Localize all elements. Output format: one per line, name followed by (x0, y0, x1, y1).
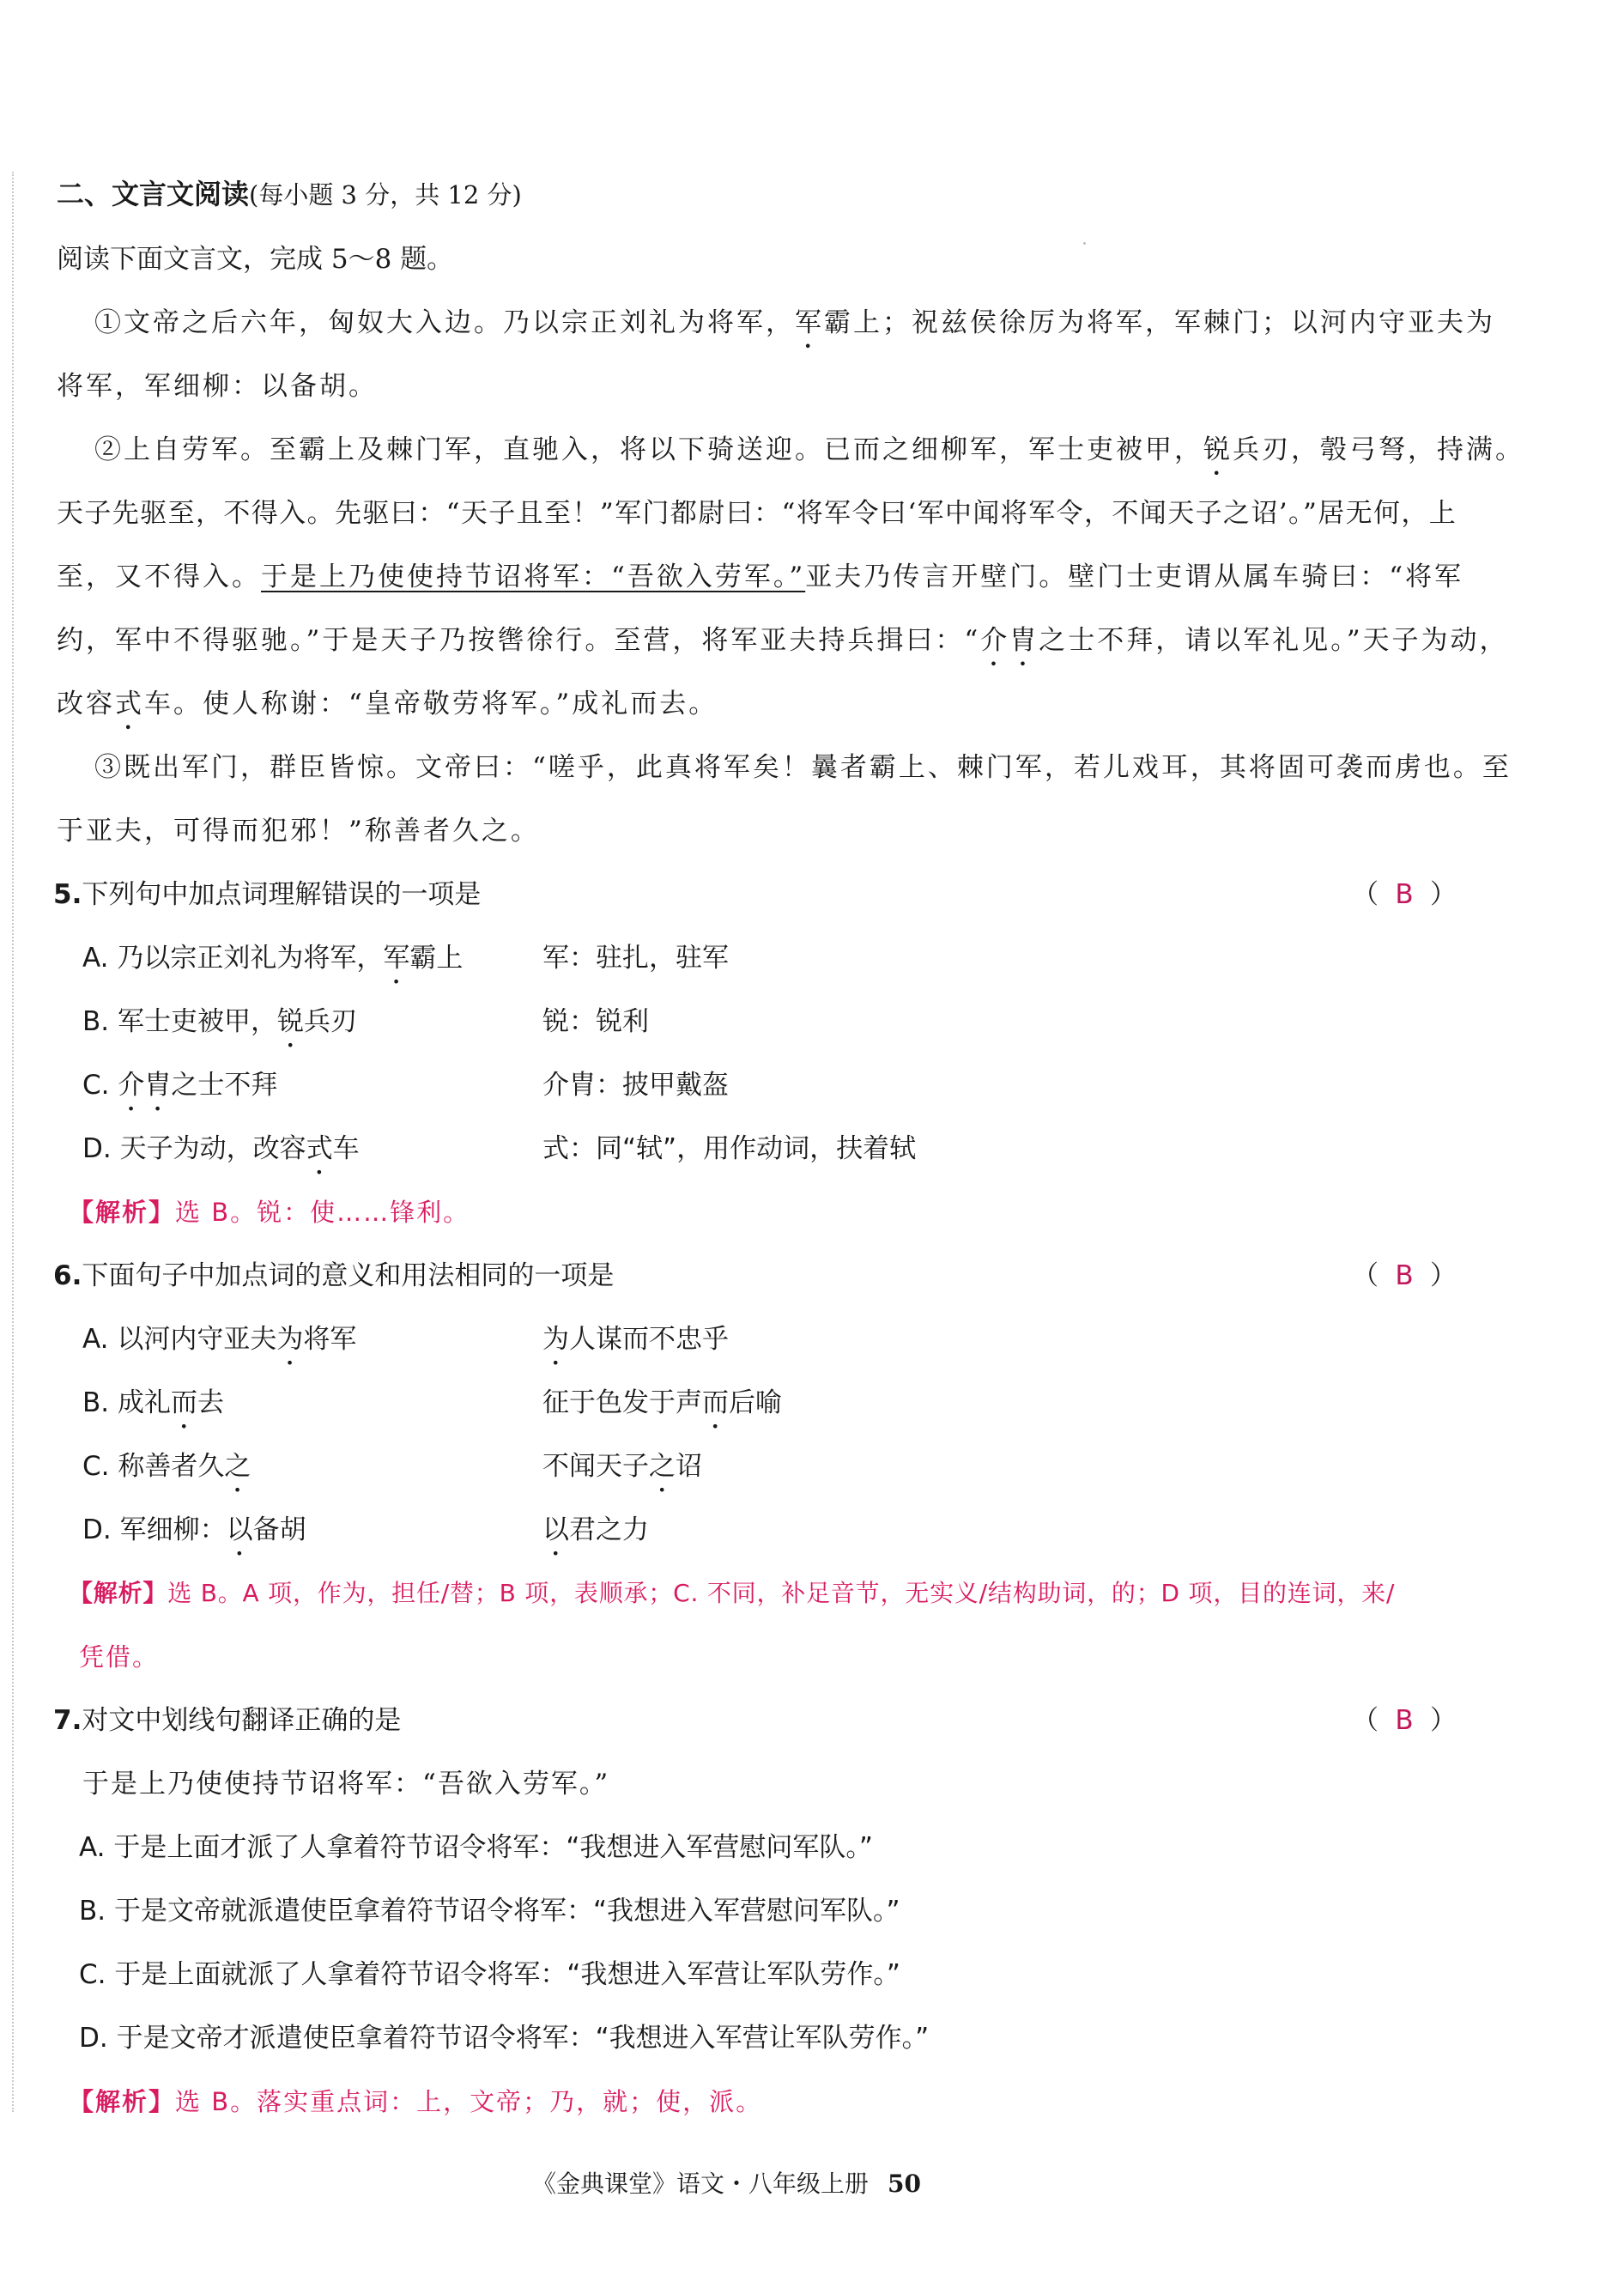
analysis-tag: 【解析】 (69, 2087, 176, 2116)
q7-option-b: B. 于是文帝就派遣使臣拿着符节诏令将军：“我想进入军营慰问军队。” (79, 1896, 900, 1927)
question-number: 6. (53, 1260, 82, 1291)
answer-letter: B (1395, 1705, 1414, 1736)
text-span: 霸上 (409, 943, 464, 974)
text-span: 后喻 (729, 1387, 782, 1418)
question-text: 下面句子中加点词的意义和用法相同的一项是 (82, 1260, 615, 1291)
dotted-word: 锐 (1203, 434, 1233, 465)
passage-p2-line1 (94, 433, 1524, 482)
text-span: 至，又不得入。 (57, 561, 261, 592)
dotted-word: 介胄 (980, 625, 1039, 656)
question-5-answer-slot (1352, 877, 1457, 912)
q5-option-c (82, 1068, 277, 1117)
q5-analysis (69, 1195, 470, 1229)
section-heading (57, 177, 522, 212)
dotted-word: 而 (170, 1387, 197, 1418)
dotted-word: 军 (795, 307, 824, 338)
passage-p2-line2: 天子先驱至，不得入。先驱曰：“天子且至！”军门都尉曰：“将军令曰‘军中闻将军令，不闻天子之诏’。”居无何，上 (57, 498, 1457, 529)
page-footer (532, 2167, 921, 2201)
text-span: 亚夫乃传言开壁门。壁门士吏谓从属车骑曰：“将军 (805, 561, 1464, 592)
q6-analysis-line1 (69, 1576, 1395, 1611)
text-span: 将军 (303, 1324, 357, 1355)
q6-option-d (82, 1513, 306, 1562)
question-7-answer-slot (1352, 1703, 1457, 1738)
text-span: C. 称善者久 (82, 1451, 225, 1482)
question-7-stem (53, 1703, 401, 1738)
text-span: 约，军中不得驱驰。”于是天子乃按辔徐行。至营，将军亚夫持兵揖曰：“ (57, 625, 981, 656)
text-span: 车 (332, 1133, 360, 1164)
binding-margin-line (12, 172, 14, 2112)
passage-p2-line4 (57, 623, 1509, 672)
text-span: 征于色发于声 (542, 1387, 702, 1418)
dotted-word: 军 (383, 943, 410, 974)
q6-analysis-line2: 凭借。 (79, 1642, 160, 1672)
text-span: 霸上；祝兹侯徐厉为将军，军棘门；以河内守亚夫为 (824, 307, 1495, 338)
text-span: A. 以河内守亚夫 (82, 1324, 277, 1355)
q6-option-a-compare (542, 1322, 729, 1371)
analysis-text: 选 B。落实重点词：上，文帝；乃，就；使，派。 (175, 2087, 763, 2116)
text-span: 君之力 (569, 1514, 649, 1545)
q5-option-a (82, 941, 463, 990)
q6-option-a (82, 1322, 356, 1371)
paren-open: （ (1352, 1705, 1379, 1736)
paren-open: （ (1352, 879, 1379, 910)
passage-p2-line5 (57, 687, 718, 736)
section-title: 二、文言文阅读 (57, 178, 250, 210)
answer-letter: B (1395, 1260, 1414, 1291)
question-6-answer-slot (1352, 1259, 1457, 1293)
q5-option-d (82, 1132, 360, 1180)
text-span: 改容 (57, 689, 115, 719)
analysis-text: 选 B。锐：使……锋利。 (175, 1198, 470, 1227)
passage-p1-line2: 将军，军细柳：以备胡。 (57, 371, 378, 402)
text-span: D. 天子为动，改容 (82, 1133, 306, 1164)
paren-close: ） (1430, 879, 1457, 910)
dotted-word: 以 (542, 1514, 569, 1545)
paren-close: ） (1430, 1260, 1457, 1291)
passage-p1-line1 (94, 306, 1495, 355)
scan-speck (1083, 242, 1086, 245)
q5-option-a-gloss: 军：驻扎，驻军 (542, 943, 729, 974)
q5-option-c-gloss: 介胄：披甲戴盔 (542, 1070, 729, 1101)
question-text: 下列句中加点词理解错误的一项是 (82, 879, 482, 910)
q6-option-b-compare (542, 1386, 782, 1435)
q5-option-d-gloss: 式：同“轼”，用作动词，扶着轼 (542, 1133, 917, 1164)
q7-option-d: D. 于是文帝才派遣使臣拿着符节诏令将军：“我想进入军营让军队劳作。” (79, 2023, 930, 2054)
q7-quoted-sentence: 于是上乃使使持节诏将军：“吾欲入劳军。” (82, 1769, 610, 1799)
q7-option-c: C. 于是上面就派了人拿着符节诏令将军：“我想进入军营让军队劳作。” (79, 1959, 900, 1990)
analysis-tag: 【解析】 (69, 1198, 176, 1227)
question-6-stem (53, 1259, 614, 1293)
text-span: 兵刃 (303, 1006, 357, 1037)
q7-option-a: A. 于是上面才派了人拿着符节诏令将军：“我想进入军营慰问军队。” (79, 1832, 873, 1863)
text-span: A. 乃以宗正刘礼为将军， (82, 943, 384, 974)
dotted-word: 式 (115, 689, 144, 719)
question-5-stem (53, 877, 481, 912)
dotted-word: 为 (276, 1324, 304, 1355)
question-number: 5. (53, 879, 82, 910)
page-number: 50 (888, 2170, 921, 2198)
text-span: 去 (197, 1387, 224, 1418)
q5-option-b (82, 1004, 357, 1053)
dotted-word: 介胄 (118, 1070, 172, 1101)
text-span: B. 成礼 (82, 1387, 171, 1418)
analysis-text: 选 B。A 项，作为，担任/替；B 项，表顺承；C. 不同，补足音节，无实义/结构助词，的；D 项，目的连词，来/ (167, 1579, 1396, 1607)
passage-p3-line2: 于亚夫，可得而犯邪！”称善者久之。 (57, 816, 540, 847)
dotted-word: 以 (226, 1514, 253, 1545)
text-span: C. (82, 1070, 118, 1101)
footer-book-title: 《金典课堂》语文・八年级上册 (532, 2170, 870, 2198)
section-instruction: 阅读下面文言文，完成 5～8 题。 (57, 244, 454, 275)
dotted-word: 之 (649, 1451, 676, 1482)
question-text: 对文中划线句翻译正确的是 (82, 1705, 402, 1736)
text-span: ①文帝之后六年，匈奴大入边。乃以宗正刘礼为将军， (94, 307, 795, 338)
paren-close: ） (1430, 1705, 1457, 1736)
q6-option-c-compare (542, 1449, 702, 1498)
text-span: 之士不拜 (171, 1070, 278, 1101)
q6-option-b (82, 1386, 224, 1435)
dotted-word: 式 (306, 1133, 333, 1164)
passage-p3-line1: ③既出军门，群臣皆惊。文帝曰：“嗟乎，此真将军矣！曩者霸上、棘门军，若儿戏耳，其将固可袭而虏也。至 (94, 752, 1512, 783)
text-span: 诏 (676, 1451, 702, 1482)
q6-option-d-compare (542, 1513, 649, 1562)
q5-option-b-gloss: 锐：锐利 (542, 1006, 649, 1037)
dotted-word: 锐 (276, 1006, 304, 1037)
text-span: 兵刃，彀弓弩，持满。 (1233, 434, 1524, 465)
text-span: ②上自劳军。至霸上及棘门军，直驰入，将以下骑送迎。已而之细柳军，军士吏被甲， (94, 434, 1203, 465)
text-span: 备胡 (252, 1514, 306, 1545)
text-span: D. 军细柳： (82, 1514, 227, 1545)
q7-analysis (69, 2085, 762, 2119)
text-span: 人谋而不忠乎 (569, 1324, 729, 1355)
text-span: 之士不拜，请以军礼见。”天子为动， (1039, 625, 1509, 656)
text-span: B. 军士吏被甲， (82, 1006, 277, 1037)
dotted-word: 而 (702, 1387, 729, 1418)
answer-letter: B (1395, 879, 1414, 910)
paren-open: （ (1352, 1260, 1379, 1291)
q6-option-c (82, 1449, 251, 1498)
section-score-note: (每小题 3 分，共 12 分) (249, 180, 522, 209)
underlined-sentence: 于是上乃使使持节诏将军：“吾欲入劳军。” (261, 561, 806, 592)
analysis-tag: 【解析】 (69, 1579, 168, 1607)
text-span: 车。使人称谢：“皇帝敬劳将军。”成礼而去。 (144, 689, 718, 719)
passage-p2-line3 (57, 560, 1463, 594)
text-span: 不闻天子 (542, 1451, 649, 1482)
dotted-word: 为 (542, 1324, 569, 1355)
question-number: 7. (53, 1705, 82, 1736)
dotted-word: 之 (224, 1451, 251, 1482)
